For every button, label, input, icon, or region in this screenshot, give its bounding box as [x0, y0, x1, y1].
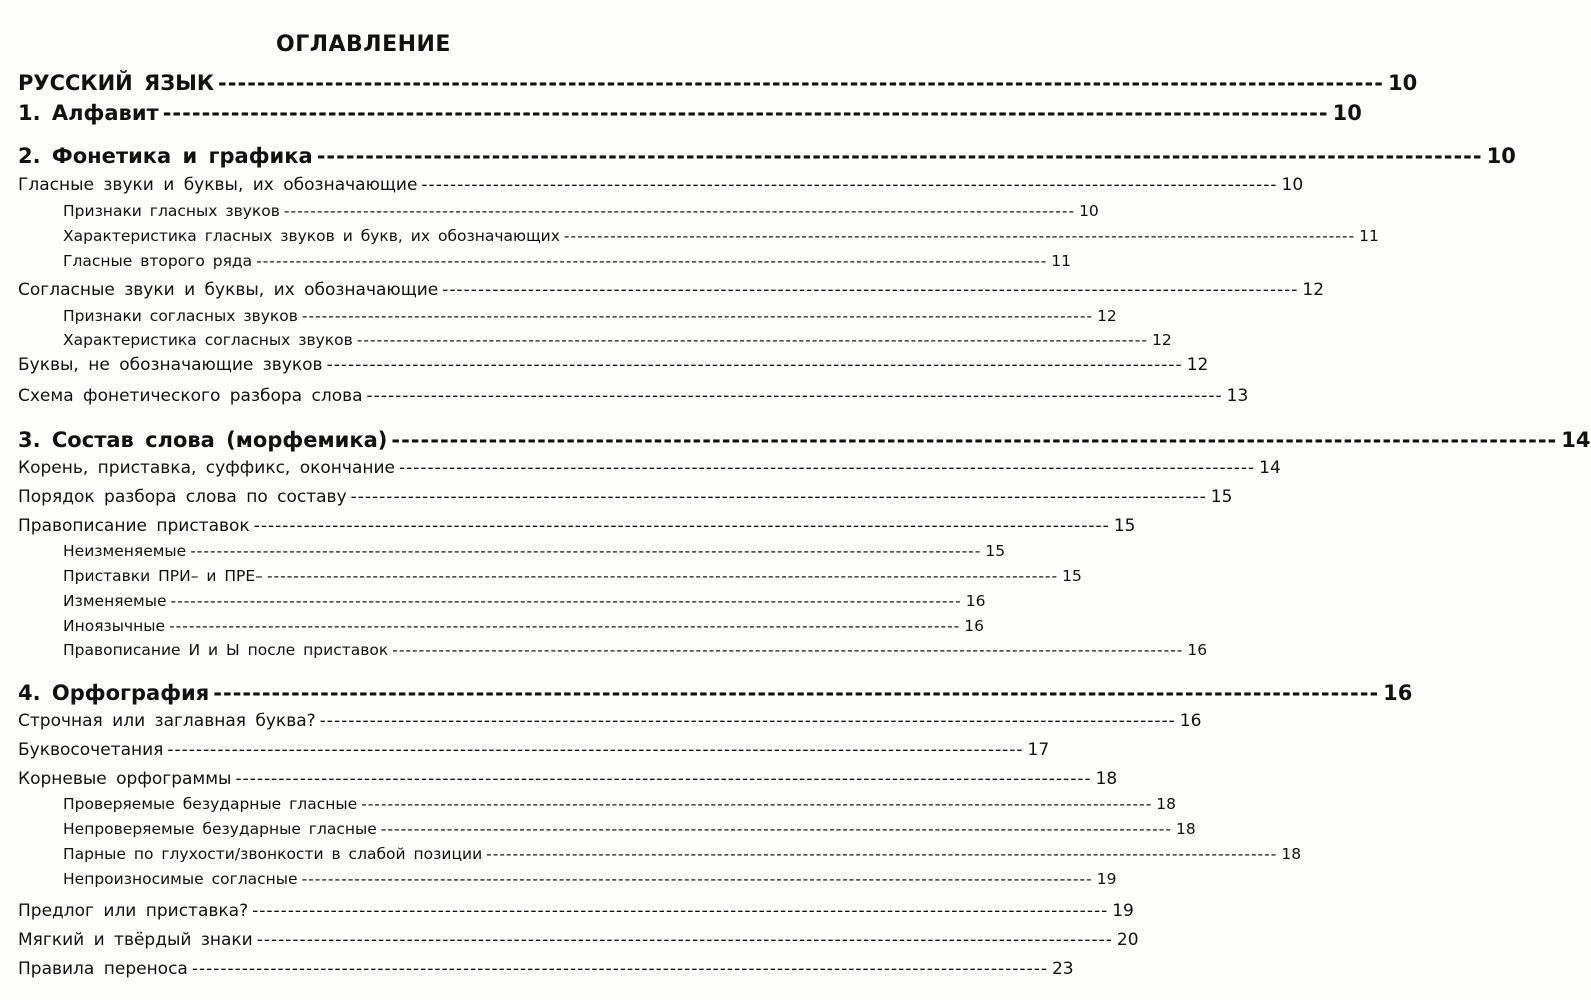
toc-page-number: 10: [1486, 144, 1516, 168]
toc-entry: [63, 641, 1208, 659]
toc-page-number: 12: [1151, 331, 1172, 349]
toc-entry-title: Характеристика согласных звуков: [63, 331, 353, 349]
dash-leader: ------------------------------------------------------------------------------------------------------------------------: [380, 820, 1172, 838]
toc-page-number: 12: [1302, 280, 1325, 300]
toc-entry-title: Согласные звуки и буквы, их обозначающие: [18, 280, 439, 300]
toc-entry-title: Парные по глухости/звонкости в слабой позиции: [63, 845, 483, 863]
dash-leader: ------------------------------------------------------------------------------------------------------------------------: [399, 458, 1256, 478]
toc-entry-title: Характеристика гласных звуков и букв, их обозначающих: [63, 227, 560, 245]
toc-page-number: 18: [1095, 769, 1118, 789]
toc-page-number: 16: [1383, 681, 1413, 705]
toc-page-number: 17: [1027, 740, 1050, 760]
dash-leader: ------------------------------------------------------------------------------------------------------------------------: [392, 641, 1184, 659]
toc-entry-title: Иноязычные: [63, 617, 166, 635]
dash-leader: ------------------------------------------------------------------------------------------------------------------------: [256, 252, 1048, 270]
toc-page-number: 16: [1187, 641, 1208, 659]
toc-entry: [63, 592, 986, 610]
toc-page-number: 13: [1226, 386, 1249, 406]
dash-leader: ------------------------------------------------------------------------------------------------------------------------: [326, 355, 1183, 375]
dash-leader: ------------------------------------------------------------------------------------------------------------------------: [356, 331, 1148, 349]
toc-entry-title: Строчная или заглавная буква?: [18, 711, 316, 731]
toc-entry: [18, 280, 1325, 300]
dash-leader: ------------------------------------------------------------------------------------------------------------------------: [283, 202, 1076, 220]
dash-leader: ------------------------------------------------------------------------------------------------------------------------: [213, 681, 1380, 705]
dash-leader: ------------------------------------------------------------------------------------------------------------------------: [169, 617, 961, 635]
toc-entry-title: Неизменяемые: [63, 542, 187, 560]
dash-leader: ------------------------------------------------------------------------------------------------------------------------: [256, 930, 1113, 950]
toc-entry-title: 4. Орфография: [18, 681, 210, 705]
dash-leader: ------------------------------------------------------------------------------------------------------------------------: [319, 711, 1176, 731]
dash-leader: ------------------------------------------------------------------------------------------------------------------------: [170, 592, 962, 610]
toc-page-number: 15: [1062, 567, 1082, 585]
toc-entry: [63, 542, 1006, 560]
toc-entry: [18, 740, 1050, 760]
toc-entry: [18, 930, 1139, 950]
toc-entry: [63, 820, 1196, 838]
toc-page-number: 16: [965, 592, 986, 610]
toc-page-number: 16: [1179, 711, 1202, 731]
toc-page-number: 18: [1156, 795, 1177, 813]
dash-leader: ------------------------------------------------------------------------------------------------------------------------: [442, 280, 1299, 300]
toc-entry-title: Изменяемые: [63, 592, 167, 610]
toc-entry-title: Порядок разбора слова по составу: [18, 487, 347, 507]
dash-leader: ------------------------------------------------------------------------------------------------------------------------: [361, 795, 1153, 813]
toc-page-number: 11: [1051, 252, 1072, 270]
toc-page-number: 18: [1175, 820, 1196, 838]
toc-entry-title: Буквы, не обозначающие звуков: [18, 355, 323, 375]
toc-entry: [18, 681, 1413, 705]
toc-entry: [18, 516, 1136, 536]
page-title: ОГЛАВЛЕНИЕ: [276, 32, 451, 57]
toc-page-number: 10: [1387, 71, 1418, 95]
toc-entry-title: Правописание И и Ы после приставок: [63, 641, 389, 659]
toc-page-number: 11: [1359, 227, 1379, 245]
toc-entry: [63, 795, 1177, 813]
toc-entry-title: Мягкий и твёрдый знаки: [18, 930, 253, 950]
toc-page-number: 10: [1281, 175, 1304, 195]
toc-page-number: 10: [1332, 101, 1362, 125]
toc-page-number: 18: [1281, 845, 1302, 863]
dash-leader: ------------------------------------------------------------------------------------------------------------------------: [235, 769, 1092, 789]
toc-page-number: 20: [1116, 930, 1139, 950]
dash-leader: ------------------------------------------------------------------------------------------------------------------------: [191, 959, 1048, 979]
toc-entry-title: Признаки согласных звуков: [63, 307, 298, 325]
dash-leader: ------------------------------------------------------------------------------------------------------------------------: [252, 901, 1109, 921]
toc-page-number: 15: [985, 542, 1006, 560]
toc-entry-title: РУССКИЙ ЯЗЫК: [18, 71, 215, 95]
toc-entry: [18, 487, 1233, 507]
toc-entry: [63, 227, 1379, 245]
dash-leader: ------------------------------------------------------------------------------------------------------------------------: [350, 487, 1207, 507]
toc-entry-title: Приставки ПРИ– и ПРЕ–: [63, 567, 263, 585]
toc-entry: [63, 845, 1302, 863]
dash-leader: ------------------------------------------------------------------------------------------------------------------------: [167, 740, 1024, 760]
toc-page-number: 19: [1112, 901, 1134, 921]
toc-entry-title: Непроверяемые безударные гласные: [63, 820, 377, 838]
toc-page-number: 15: [1210, 487, 1233, 507]
toc-entry: [63, 252, 1072, 270]
dash-leader: ------------------------------------------------------------------------------------------------------------------------: [218, 71, 1384, 95]
toc-entry: [18, 901, 1134, 921]
toc-entry-title: Правила переноса: [18, 959, 188, 979]
toc-page-number: 10: [1079, 202, 1099, 220]
dash-leader: ------------------------------------------------------------------------------------------------------------------------: [366, 386, 1223, 406]
dash-leader: ------------------------------------------------------------------------------------------------------------------------: [563, 227, 1356, 245]
dash-leader: ------------------------------------------------------------------------------------------------------------------------: [162, 101, 1329, 125]
dash-leader: ------------------------------------------------------------------------------------------------------------------------: [316, 144, 1483, 168]
dash-leader: ------------------------------------------------------------------------------------------------------------------------: [266, 567, 1059, 585]
toc-entry-title: Правописание приставок: [18, 516, 250, 536]
toc-entry: [18, 175, 1304, 195]
toc-page-number: 14: [1259, 458, 1281, 478]
toc-page-number: 12: [1186, 355, 1209, 375]
toc-page-number: 23: [1051, 959, 1074, 979]
toc-entry: [63, 307, 1117, 325]
toc-page-number: 14: [1561, 428, 1591, 452]
toc-entry-title: Гласные звуки и буквы, их обозначающие: [18, 175, 418, 195]
toc-entry-title: 2. Фонетика и графика: [18, 144, 313, 168]
dash-leader: ------------------------------------------------------------------------------------------------------------------------: [301, 307, 1094, 325]
toc-entry-title: Корневые орфограммы: [18, 769, 232, 789]
toc-entry-title: Признаки гласных звуков: [63, 202, 280, 220]
dash-leader: ------------------------------------------------------------------------------------------------------------------------: [421, 175, 1278, 195]
toc-entry: [18, 101, 1362, 125]
dash-leader: ------------------------------------------------------------------------------------------------------------------------: [190, 542, 982, 560]
toc-entry: [63, 870, 1117, 888]
toc-entry: [18, 959, 1074, 979]
toc-entry-title: 3. Состав слова (морфемика): [18, 428, 388, 452]
toc-entry-title: Схема фонетического разбора слова: [18, 386, 363, 406]
toc-entry: [63, 331, 1172, 349]
toc-entry: [18, 428, 1591, 452]
toc-page-number: 16: [964, 617, 984, 635]
toc-entry-title: 1. Алфавит: [18, 101, 159, 125]
toc-entry: [18, 144, 1516, 168]
dash-leader: ------------------------------------------------------------------------------------------------------------------------: [253, 516, 1110, 536]
toc-entry-title: Гласные второго ряда: [63, 252, 253, 270]
toc-entry: [18, 355, 1209, 375]
toc-entry: [18, 458, 1281, 478]
toc-entry-title: Буквосочетания: [18, 740, 164, 760]
dash-leader: ------------------------------------------------------------------------------------------------------------------------: [486, 845, 1278, 863]
dash-leader: ------------------------------------------------------------------------------------------------------------------------: [301, 870, 1093, 888]
toc-entry-title: Корень, приставка, суффикс, окончание: [18, 458, 396, 478]
toc-page-number: 19: [1096, 870, 1117, 888]
toc-entry-title: Предлог или приставка?: [18, 901, 249, 921]
toc-page-number: 12: [1097, 307, 1117, 325]
dash-leader: ------------------------------------------------------------------------------------------------------------------------: [391, 428, 1558, 452]
toc-entry: [63, 567, 1082, 585]
toc-entry: [18, 71, 1418, 95]
toc-entry: [63, 617, 984, 635]
toc-entry: [18, 769, 1118, 789]
toc-entry-title: Проверяемые безударные гласные: [63, 795, 358, 813]
toc-entry-title: Непроизносимые согласные: [63, 870, 298, 888]
toc-entry: [63, 202, 1099, 220]
toc-page-number: 15: [1113, 516, 1136, 536]
toc-entry: [18, 386, 1249, 406]
toc-entry: [18, 711, 1202, 731]
